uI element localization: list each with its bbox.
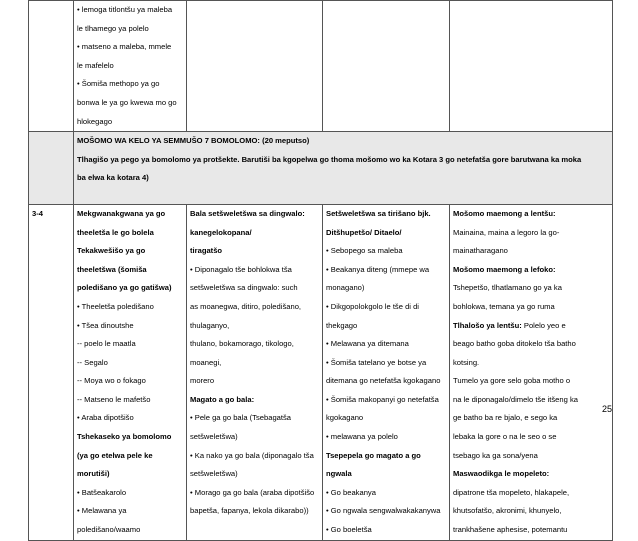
week-cell	[29, 204, 74, 540]
cell-text-line: • Šomiša makopanyi go netefatša	[326, 394, 439, 404]
cell-text-line: Tsepepela go magato a go	[326, 450, 421, 460]
cell-text-line: dipatrone tša mopeleto, hlakapele,	[453, 487, 570, 497]
cell-text-line: moanegi,	[190, 357, 222, 367]
cell-text-line: bonwa le ya go kwewa mo go	[77, 97, 177, 107]
lesson-plan-table	[28, 0, 613, 541]
cell-text-line: Bala setšweletšwa sa dingwalo:	[190, 208, 305, 218]
cell-text-line: Tshepetšo, tlhatlamano go ya ka	[453, 283, 562, 293]
cell-text-line: • Šomiša methopo ya go	[77, 79, 160, 89]
page-number: 25	[601, 404, 612, 414]
cell-text-line: tsebago ka ga sona/yena	[453, 450, 538, 460]
top-col2-cell	[187, 1, 323, 132]
cell-text-line: kotsing.	[453, 357, 480, 367]
assessment-body-line: Tlhagišo ya pego ya bomolomo ya protšekte. Barutiši ba kgopelwa go thoma mošomo wo ka Kotara 3 go netefatša gore barutwana ka moka	[77, 154, 582, 164]
cell-text-line: poledišano/waamo	[77, 525, 141, 535]
cell-text-line: • Sebopego sa maleba	[326, 246, 403, 256]
bold-prefix: Tlhalošo ya lentšu:	[453, 320, 522, 330]
cell-text-line: • melawana ya polelo	[326, 432, 398, 442]
cell-text-line: -- Matseno le mafetšo	[77, 394, 151, 404]
cell-text-line	[453, 317, 609, 336]
assessment-body-line: ba elwa ka kotara 4)	[77, 173, 149, 183]
cell-text-line: le mafelelo	[77, 60, 114, 70]
cell-text-line: • Diponagalo tše bohlokwa tša	[190, 264, 292, 274]
cell-text-line: thulaganyo,	[190, 320, 230, 330]
cell-text-line: -- Moya wo o fokago	[77, 376, 146, 386]
cell-text-line: kgokagano	[326, 413, 364, 423]
cell-text-line: setšweletšwa sa dingwalo: such	[190, 283, 298, 293]
cell-text-line: Tumelo ya gore selo goba motho o	[453, 376, 571, 386]
cell-text-line: • Go boeletša	[326, 525, 372, 535]
table-row-top	[29, 1, 613, 132]
cell-text-line: mainatharagano	[453, 246, 508, 256]
cell-text-line: • Beakanya diteng (mmepe wa	[326, 264, 430, 274]
cell-text-line: theeletšwa (šomiša	[77, 264, 147, 274]
cell-text-line: le tlhamego ya polelo	[77, 23, 149, 33]
cell-text-line: Maswaodikga le mopeleto:	[453, 469, 550, 479]
cell-text-line: Magato a go bala:	[190, 394, 255, 404]
cell-text-line: beago batho goba ditokelo tša batho	[453, 339, 576, 349]
top-col1-cell	[74, 1, 187, 132]
language-cell	[450, 204, 613, 540]
cell-text-line: hlokegago	[77, 116, 113, 126]
assessment-cell	[74, 132, 613, 205]
listening-speaking-cell	[74, 204, 187, 540]
cell-text-line: ditemana go netefatša kgokagano	[326, 376, 441, 386]
cell-text-line: • Go ngwala sengwalwakakanywa	[326, 506, 441, 516]
cell-text-line: poledišano ya go gatišwa)	[77, 283, 172, 293]
cell-text-line: bohlokwa, temana ya go ruma	[453, 301, 555, 311]
cell-text-line: • Melawana ya ditemana	[326, 339, 409, 349]
assessment-heading: MOŠOMO WA KELO YA SEMMUŠO 7 BOMOLOMO: (20 meputso)	[77, 136, 310, 146]
cell-text-line: bapetša, fapanya, lekola dikarabo))	[190, 506, 309, 516]
cell-text-line: setšweletšwa)	[190, 469, 238, 479]
table-row-assessment	[29, 132, 613, 205]
reading-cell	[187, 204, 323, 540]
cell-text-line: monagano)	[326, 283, 365, 293]
week-cell-empty	[29, 1, 74, 132]
cell-text-line: trankhašene aphesise, potemantu	[453, 525, 568, 535]
cell-text-line: thekgago	[326, 320, 358, 330]
cell-text-line: • Ka nako ya go bala (diponagalo tša	[190, 450, 314, 460]
top-col3-cell	[323, 1, 450, 132]
cell-text-line: • Theeletša poledišano	[77, 301, 154, 311]
line-rest: Polelo yeo e	[521, 320, 566, 330]
cell-text-line: thulano, bokamorago, tikologo,	[190, 339, 294, 349]
cell-text-line: -- Segalo	[77, 357, 108, 367]
cell-text-line: na le diponagalo/dimelo tše itšeng ka	[453, 394, 578, 404]
cell-text-line: • Tšea dinoutshe	[77, 320, 134, 330]
cell-text-line: • Šomiša tatelano ye botse ya	[326, 357, 427, 367]
cell-text-line: • Batšeakarolo	[77, 487, 127, 497]
cell-text-line: Mekgwanakgwana ya go	[77, 208, 166, 218]
cell-text-line: • Dikgopolokgolo le tše di di	[326, 301, 419, 311]
writing-cell	[323, 204, 450, 540]
cell-text-line: Tekakwešišo ya go	[77, 246, 146, 256]
cell-text-line: kanegelokopana/	[190, 227, 252, 237]
cell-text-line: theeletša le go bolela	[77, 227, 154, 237]
cell-text-line: Mainaina, maina a legoro la go-	[453, 227, 560, 237]
cell-text-line: khutsofatšo, akronimi, khunyelo,	[453, 506, 562, 516]
cell-text-line: setšweletšwa)	[190, 432, 238, 442]
cell-text-line: • Melawana ya	[77, 506, 127, 516]
cell-text-line: Ditšhupetšo/ Ditaelo/	[326, 227, 402, 237]
cell-text-line: -- poelo le maatla	[77, 339, 136, 349]
top-col4-cell	[450, 1, 613, 132]
cell-text-line: lebaka la gore o na le seo o se	[453, 432, 557, 442]
cell-text-line: Tshekaseko ya bomolomo	[77, 432, 172, 442]
cell-text-line: tiragatšo	[190, 246, 223, 256]
cell-text-line: • Go beakanya	[326, 487, 376, 497]
cell-text-line: • Morago ga go bala (araba dipotšišo	[190, 487, 315, 497]
assessment-week-cell	[29, 132, 74, 205]
cell-text-line: ngwala	[326, 469, 352, 479]
cell-text-line: • Pele ga go bala (Tsebagatša	[190, 413, 292, 423]
cell-text-line: • matseno a maleba, mmele	[77, 42, 172, 52]
cell-text-line: • lemoga titlontšu ya maleba	[77, 5, 173, 14]
cell-text-line: • Araba dipotšišo	[77, 413, 134, 423]
cell-text-line: (ya go etelwa pele ke	[77, 450, 153, 460]
week-label: 3-4	[32, 208, 43, 218]
cell-text-line: as moanegwa, ditiro, poledišano,	[190, 301, 302, 311]
cell-text-line: Setšweletšwa sa tirišano bjk.	[326, 208, 431, 218]
cell-text-line: Mošomo maemong a lefoko:	[453, 264, 556, 274]
cell-text-line: Mošomo maemong a lentšu:	[453, 208, 556, 218]
cell-text-line: morutiši)	[77, 469, 110, 479]
table-row-week	[29, 204, 613, 540]
cell-text-line: ge batho ba re bjalo, e sego ka	[453, 413, 558, 423]
cell-text-line: morero	[190, 376, 215, 386]
